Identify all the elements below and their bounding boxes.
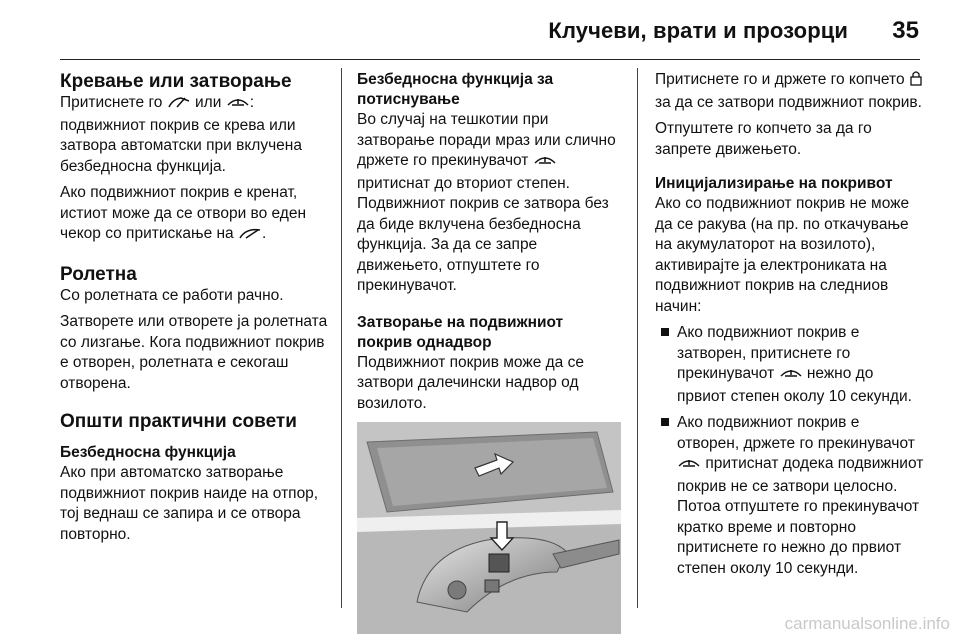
list-item: Ако подвижниот покрив е затворен, притиснете го прекинувачот нежно до првиот степен околу 10 секунди. bbox=[655, 323, 925, 407]
subsection-title-remote-close: Затворање на подвижниот покрив однадвор bbox=[357, 313, 564, 351]
subsection-title-override: Безбедносна функција за потиснување bbox=[357, 71, 554, 108]
bullet-list bbox=[655, 323, 925, 579]
paragraph: Со ролетната се работи рачно. bbox=[60, 286, 284, 304]
list-item: Ако подвижниот покрив е отворен, држете го прекинувачот притиснат додека подвижниот покрив не се затвори целосно. Потоа отпуштете го прекинувачот кратко време и повторно притиснете го нежно до првиот степен околу 10 секунди. bbox=[655, 413, 925, 579]
sunroof-close-icon bbox=[779, 366, 803, 387]
column-divider-2 bbox=[637, 68, 638, 608]
section-title-tips: Општи практични совети bbox=[60, 411, 297, 432]
sunroof-close-icon bbox=[226, 95, 250, 116]
column-2 bbox=[357, 70, 622, 634]
sunroof-key-illustration bbox=[357, 422, 621, 634]
column-1 bbox=[60, 70, 332, 551]
paragraph: Ако при автоматско затворање подвижниот покрив наиде на отпор, тој веднаш се запира и се отвора повторно. bbox=[60, 464, 319, 543]
page-number: 35 bbox=[892, 17, 919, 44]
subsection-title-initialization: Иницијализирање на покривот bbox=[655, 175, 893, 192]
section-title-raise-close: Кревање или затворање bbox=[60, 71, 292, 92]
subsection-title-safety: Безбедносна функција bbox=[60, 444, 236, 461]
paragraph: Отпуштете го копчето за да го запрете движењето. bbox=[655, 120, 872, 158]
bullet-square-icon bbox=[661, 418, 669, 426]
sunroof-close-icon bbox=[533, 153, 557, 174]
sunroof-tilt-icon bbox=[167, 95, 191, 116]
sunroof-open-icon bbox=[238, 226, 262, 247]
column-divider-1 bbox=[341, 68, 342, 608]
watermark: carmanualsonline.info bbox=[784, 614, 950, 633]
key-lock-icon bbox=[909, 70, 923, 93]
paragraph: Притиснете го или : подвижниот покрив се крева или затвора автоматски при вклучена безбедносна функција. bbox=[60, 94, 302, 175]
header-rule bbox=[60, 59, 920, 60]
bullet-square-icon bbox=[661, 328, 669, 336]
section-title-blind: Ролетна bbox=[60, 263, 137, 285]
page-header bbox=[0, 0, 960, 60]
page-title: Клучеви, врати и прозорци bbox=[548, 18, 848, 43]
paragraph: Во случај на тешкотии при затворање поради мраз или слично држете го прекинувачот притиснат до вториот степен. Подвижниот покрив се затвора без да биде вклучена безбедносна функција. За да се запре движењето, отпуштете го прекинувачот. bbox=[357, 111, 616, 294]
paragraph: Ако подвижниот покрив е кренат, истиот може да се отвори во еден чекор со притискање на . bbox=[60, 183, 332, 247]
paragraph: Затворете или отворете ја ролетната со лизгање. Кога подвижниот покрив е отворен, ролетната е секогаш отворена. bbox=[60, 313, 328, 392]
paragraph: Притиснете го и држете го копчето за да се затвори подвижниот покрив. bbox=[655, 71, 922, 111]
paragraph: Ако со подвижниот покрив не може да се ракува (на пр. по откачување на акумулаторот на возилото), активирајте ја електрониката на подвижниот покрив на следниов начин: bbox=[655, 195, 910, 315]
column-3 bbox=[655, 70, 925, 585]
sunroof-close-icon bbox=[677, 456, 701, 477]
paragraph: Подвижниот покрив може да се затвори далечински надвор од возилото. bbox=[357, 353, 584, 412]
